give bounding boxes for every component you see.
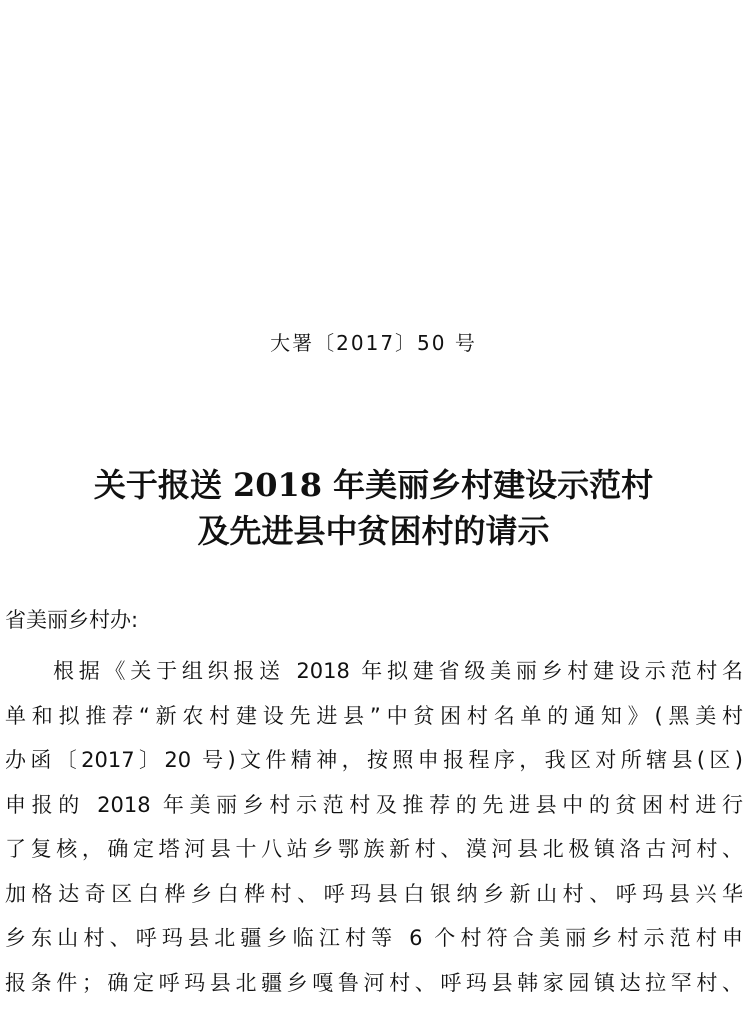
body-line: 乡东山村、呼玛县北疆乡临江村等 6 个村符合美丽乡村示范村申 — [5, 926, 743, 950]
body-line: 申报的 2018 年美丽乡村示范村及推荐的先进县中的贫困村进行 — [5, 792, 743, 817]
body-line: 了复核，确定塔河县十八站乡鄂族新村、漠河县北极镇洛古河村、 — [5, 837, 743, 861]
body-line: 根据《关于组织报送 2018 年拟建省级美丽乡村建设示范村名 — [53, 659, 743, 683]
body-line: 单和拟推荐“新农村建设先进县”中贫困村名单的通知》(黑美村 — [5, 703, 743, 728]
body-line: 办函〔2017〕20 号)文件精神，按照申报程序，我区对所辖县(区) — [5, 748, 743, 772]
body-paragraph — [5, 649, 743, 1005]
body-line: 加格达奇区白桦乡白桦村、呼玛县白银纳乡新山村、呼玛县兴华 — [5, 881, 743, 906]
salutation: 省美丽乡村办: — [5, 608, 139, 632]
document-number: 大署〔2017〕50 号 — [270, 331, 477, 355]
body-line: 报条件；确定呼玛县北疆乡嘎鲁河村、呼玛县韩家园镇达拉罕村、 — [5, 970, 743, 995]
document-title — [0, 462, 747, 554]
title-line-2: 及先进县中贫困村的请示 — [197, 512, 550, 550]
title-line-1: 关于报送 2018 年美丽乡村建设示范村 — [93, 466, 654, 504]
